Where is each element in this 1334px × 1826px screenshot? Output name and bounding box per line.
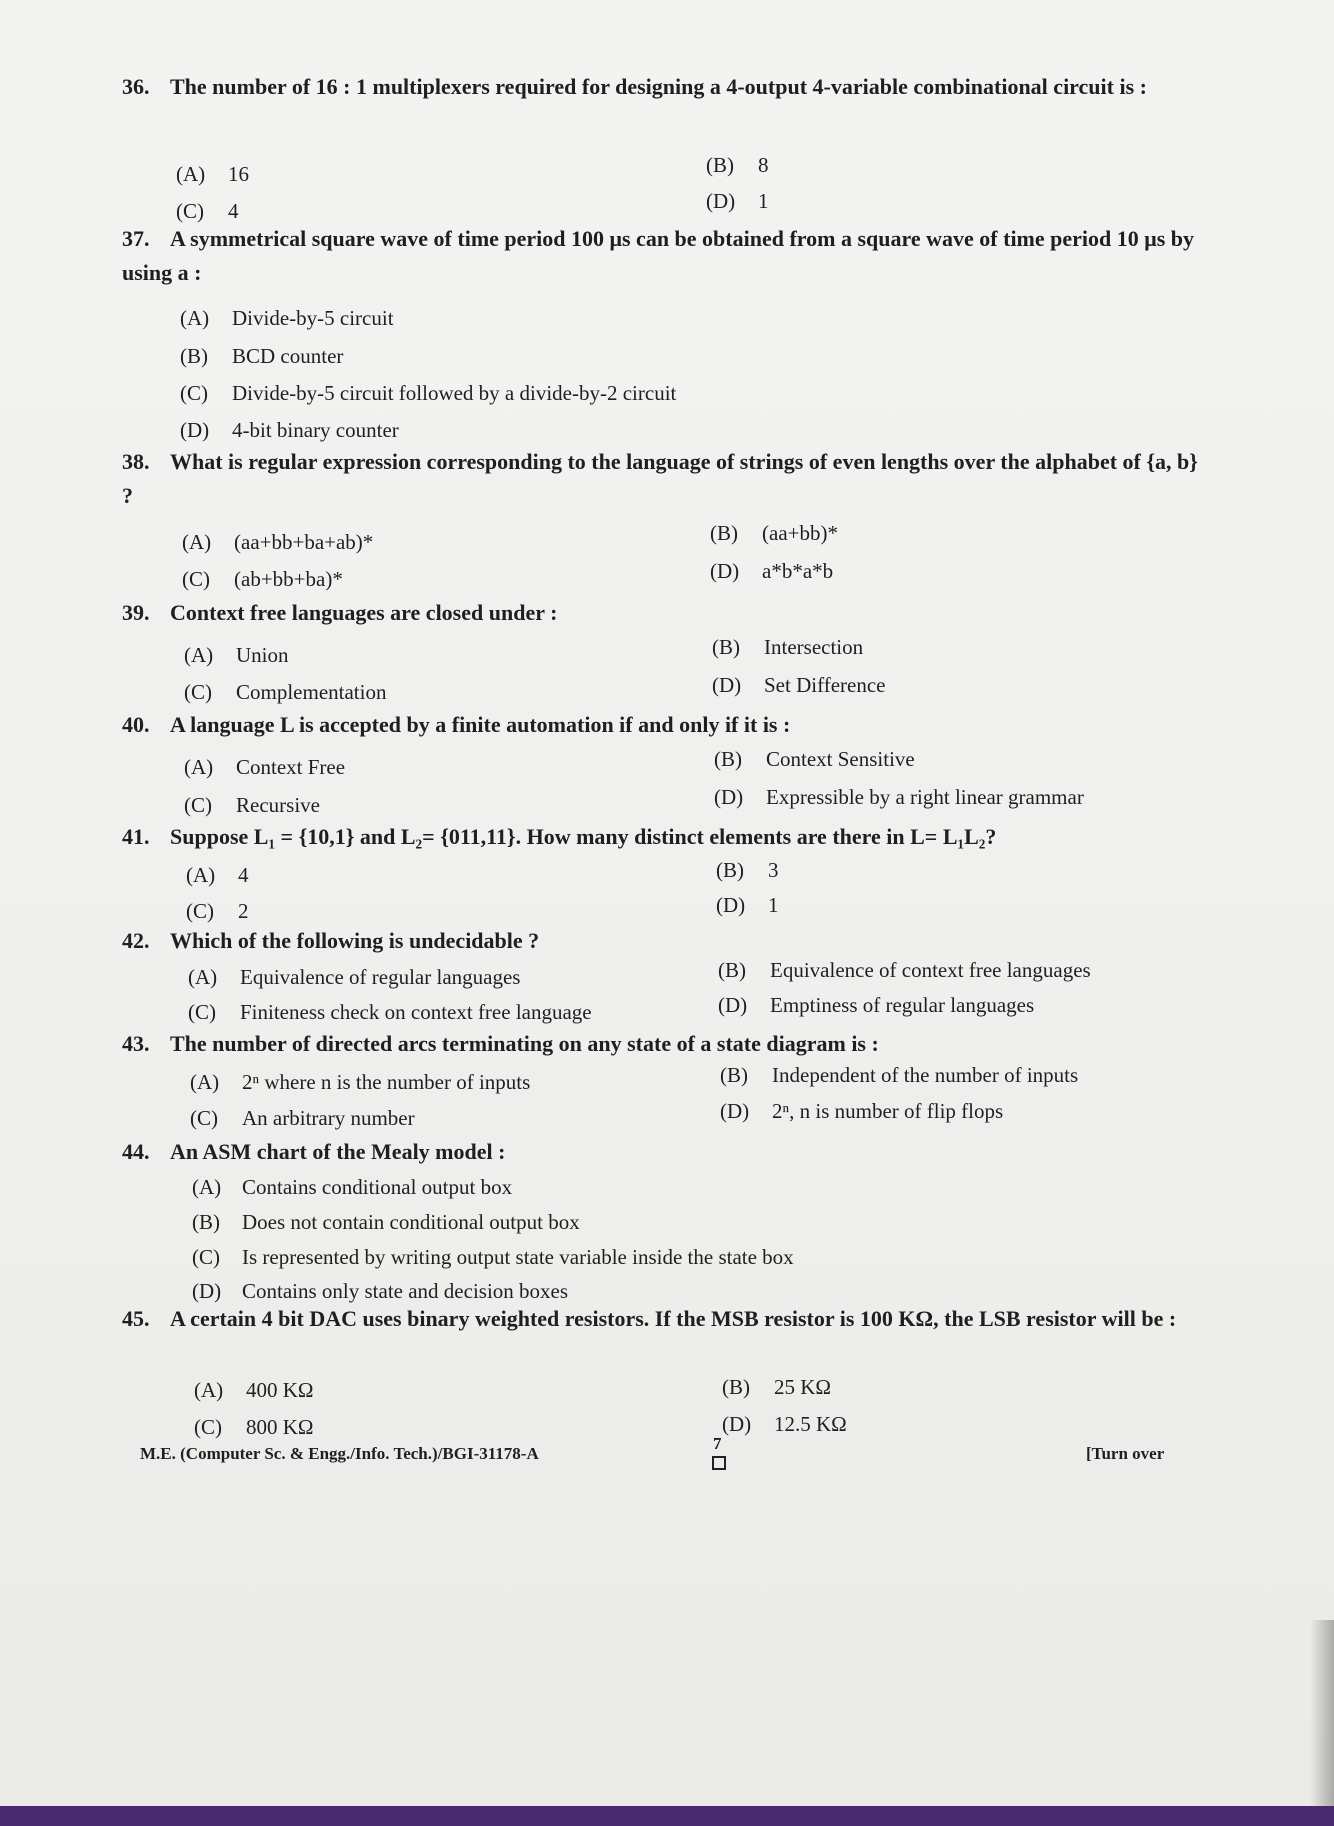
option-c: (C) 4 bbox=[176, 199, 239, 223]
option-a: (A) 4 bbox=[186, 863, 249, 887]
option-c: (C) Is represented by writing output state variable inside the state box bbox=[192, 1245, 794, 1269]
option-d: (D) 4-bit binary counter bbox=[180, 418, 399, 442]
option-d: (D) Contains only state and decision boxes bbox=[192, 1279, 569, 1303]
question-38 bbox=[122, 445, 1202, 513]
question-text: What is regular expression corresponding to the language of strings of even lengths over the alphabet of {a, b} ? bbox=[122, 449, 1198, 508]
option-d: (D) Expressible by a right linear grammar bbox=[714, 785, 1084, 809]
option-d: (D) a*b*a*b bbox=[710, 559, 834, 583]
option-a: (A) 16 bbox=[176, 162, 249, 186]
option-b: (B) Equivalence of context free languages bbox=[718, 958, 1091, 982]
question-text: A symmetrical square wave of time period 100 μs can be obtained from a square wave of time period 10 μs by using a : bbox=[122, 226, 1195, 285]
page-box-mark bbox=[712, 1456, 726, 1470]
question-number: 38. bbox=[122, 449, 150, 474]
question-42 bbox=[122, 924, 1202, 958]
question-text: A certain 4 bit DAC uses binary weighted resistors. If the MSB resistor is 100 KΩ, the LSB resistor will be : bbox=[170, 1306, 1177, 1331]
option-c: (C) 800 KΩ bbox=[194, 1415, 314, 1439]
question-number: 37. bbox=[122, 226, 150, 251]
option-c: (C) Divide-by-5 circuit followed by a divide-by-2 circuit bbox=[180, 381, 677, 405]
question-text: A language L is accepted by a finite automation if and only if it is : bbox=[170, 712, 791, 737]
question-text: Suppose L₁ = {10,1} and L₂= {011,11}. How many distinct elements are there in L= L₁L₂? bbox=[170, 824, 997, 849]
option-a: (A) Equivalence of regular languages bbox=[188, 965, 521, 989]
question-text: Context free languages are closed under : bbox=[170, 600, 558, 625]
question-text: An ASM chart of the Mealy model : bbox=[170, 1139, 506, 1164]
question-text: Which of the following is undecidable ? bbox=[170, 928, 540, 953]
question-37 bbox=[122, 222, 1202, 290]
option-b: (B) Intersection bbox=[712, 635, 864, 659]
question-45 bbox=[122, 1302, 1202, 1336]
paper-code: M.E. (Computer Sc. & Engg./Info. Tech.)/BGI-31178-A bbox=[140, 1444, 539, 1463]
question-number: 42. bbox=[122, 928, 150, 953]
question-number: 44. bbox=[122, 1139, 150, 1164]
option-c: (C) An arbitrary number bbox=[190, 1106, 415, 1130]
option-a: (A) Union bbox=[184, 643, 289, 667]
option-a: (A) Contains conditional output box bbox=[192, 1175, 513, 1199]
option-b: (B) BCD counter bbox=[180, 344, 344, 368]
option-d: (D) 1 bbox=[716, 893, 779, 917]
option-c: (C) Recursive bbox=[184, 793, 320, 817]
option-a: (A) 400 KΩ bbox=[194, 1378, 314, 1402]
question-40 bbox=[122, 708, 1202, 742]
option-b: (B) Does not contain conditional output box bbox=[192, 1210, 580, 1234]
question-number: 41. bbox=[122, 824, 150, 849]
option-c: (C) Complementation bbox=[184, 680, 387, 704]
option-d: (D) 1 bbox=[706, 189, 769, 213]
option-b: (B) Independent of the number of inputs bbox=[720, 1063, 1079, 1087]
question-number: 36. bbox=[122, 74, 150, 99]
question-text: The number of 16 : 1 multiplexers required for designing a 4-output 4-variable combinational circuit is : bbox=[170, 74, 1147, 99]
question-number: 40. bbox=[122, 712, 150, 737]
question-number: 45. bbox=[122, 1306, 150, 1331]
option-a: (A) Divide-by-5 circuit bbox=[180, 306, 394, 330]
option-b: (B) 8 bbox=[706, 153, 769, 177]
option-c: (C) 2 bbox=[186, 899, 249, 923]
question-number: 43. bbox=[122, 1031, 150, 1056]
question-text: The number of directed arcs terminating on any state of a state diagram is : bbox=[170, 1031, 879, 1056]
option-d: (D) 2ⁿ, n is number of flip flops bbox=[720, 1099, 1004, 1123]
question-39 bbox=[122, 596, 1202, 630]
page-number: 7 bbox=[713, 1434, 722, 1453]
turn-over-label: [Turn over bbox=[1086, 1444, 1165, 1463]
option-b: (B) 25 KΩ bbox=[722, 1375, 832, 1399]
question-number: 39. bbox=[122, 600, 150, 625]
option-a: (A) Context Free bbox=[184, 755, 346, 779]
question-43 bbox=[122, 1027, 1202, 1061]
option-d: (D) 12.5 KΩ bbox=[722, 1412, 847, 1436]
question-41 bbox=[122, 820, 1202, 854]
option-d: (D) Set Difference bbox=[712, 673, 886, 697]
option-c: (C) Finiteness check on context free language bbox=[188, 1000, 592, 1024]
option-d: (D) Emptiness of regular languages bbox=[718, 993, 1035, 1017]
question-44 bbox=[122, 1135, 1202, 1169]
option-b: (B) 3 bbox=[716, 858, 779, 882]
option-b: (B) Context Sensitive bbox=[714, 747, 915, 771]
option-a: (A) 2ⁿ where n is the number of inputs bbox=[190, 1070, 531, 1094]
option-b: (B) (aa+bb)* bbox=[710, 521, 838, 545]
option-a: (A) (aa+bb+ba+ab)* bbox=[182, 530, 374, 554]
question-36 bbox=[122, 70, 1202, 104]
option-c: (C) (ab+bb+ba)* bbox=[182, 567, 343, 591]
